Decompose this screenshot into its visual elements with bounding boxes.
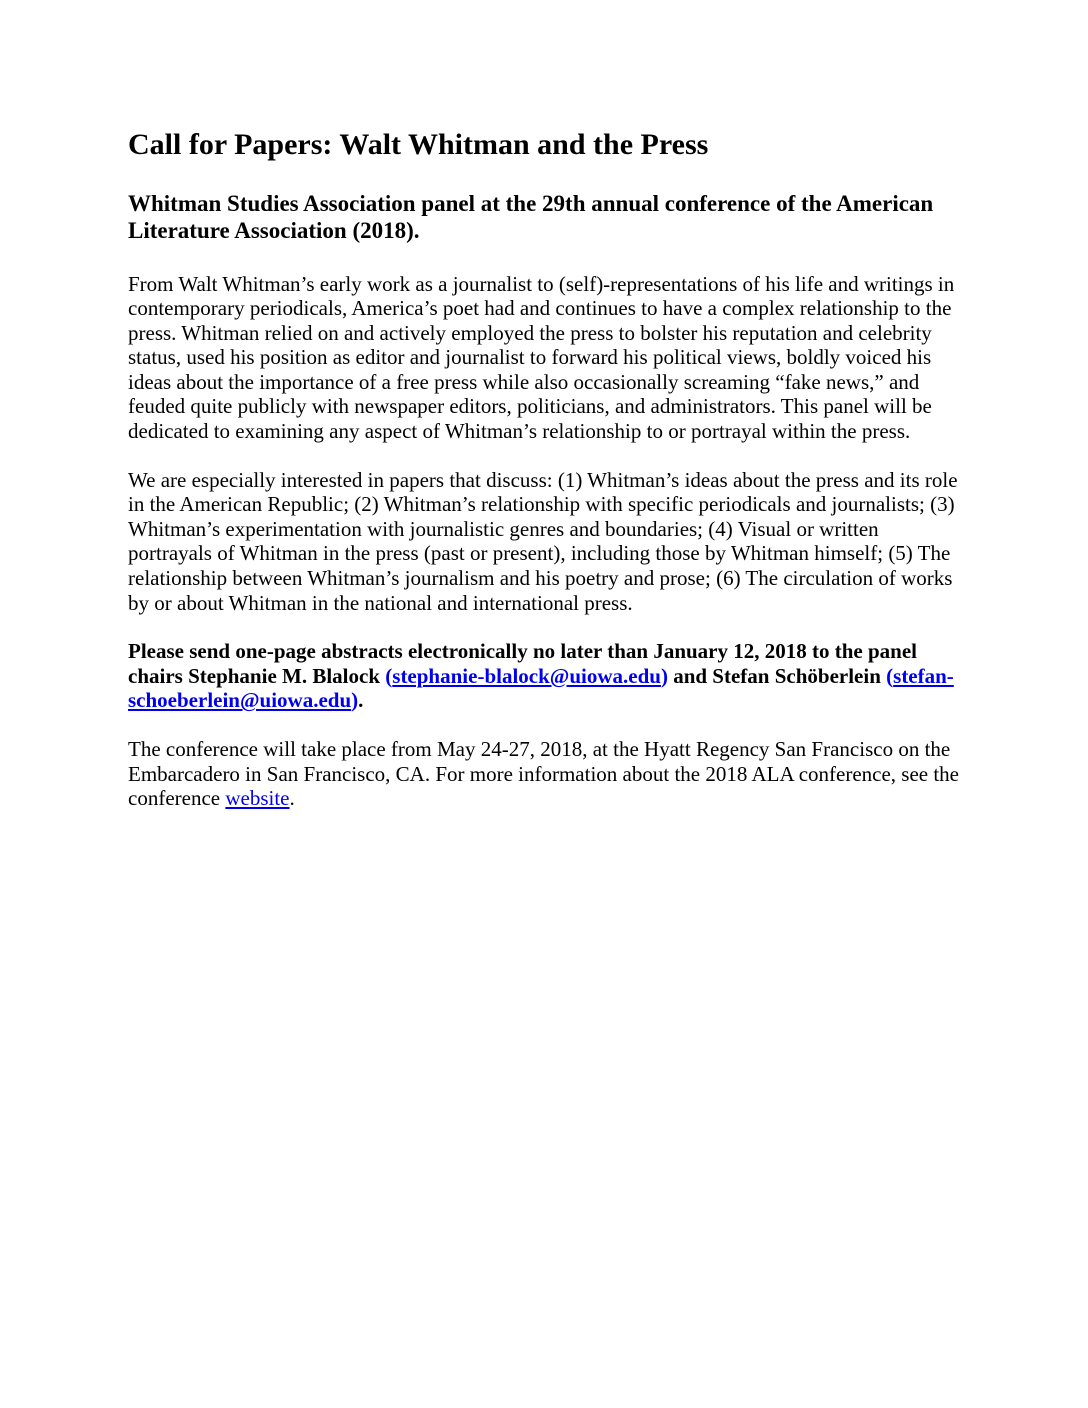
document-content [128, 128, 961, 835]
close-paren-blalock: ) [660, 663, 668, 688]
submission-text-period: . [358, 688, 364, 713]
intro-paragraph: From Walt Whitman’s early work as a journalist to (self)-representations of his life and writings in contemporary periodicals, America’s poet had and continues to have a complex relationship to the press. Whitman relied on and actively employed the press to bolster his reputation and celebrity status, used his position as editor and journalist to forward his political views, boldly voiced his ideas about the importance of a free press while also occasionally screaming “fake news,” and feuded quite publicly with newspaper editors, politicians, and administrators. This panel will be dedicated to examining any aspect of Whitman’s relationship to or portrayal within the press. [128, 271, 955, 444]
conference-paragraph [128, 737, 961, 811]
topics-paragraph: We are especially interested in papers that discuss: (1) Whitman’s ideas about the press and its role in the American Republic; (2) Whitman’s relationship with specific periodicals and journalists; (3) Whitman’s experimentation with journalistic genres and boundaries; (4) Visual or written portrayals of Whitman in the press (past or present), including those by Whitman himself; (5) The relationship between Whitman’s journalism and his poetry and prose; (6) The circulation of works by or about Whitman in the national and international press. [128, 467, 958, 615]
conference-text-period: . [289, 786, 295, 811]
open-paren-schoeberlein: ( [886, 663, 894, 688]
email-link-blalock[interactable]: stephanie-blalock@uiowa.edu [392, 663, 661, 688]
close-paren-schoeberlein: ) [351, 688, 359, 713]
conference-text-lead: The conference will take place from May 24-27, 2018, at the Hyatt Regency San Francisco on the Embarcadero in San Francisco, CA. For more information about the 2018 ALA conference, see the conference [128, 737, 960, 811]
page-title: Call for Papers: Walt Whitman and the Press [128, 128, 709, 161]
submission-text-lead: Please send one-page abstracts electronically no later than January 12, 2018 to the panel chairs Stephanie M. Blalock [128, 639, 918, 688]
subtitle: Whitman Studies Association panel at the 29th annual conference of the American Literature Association (2018). [128, 190, 934, 243]
website-link[interactable]: website [225, 786, 290, 811]
submission-text-middle: and Stefan Schöberlein [667, 663, 887, 688]
email-link-schoeberlein[interactable]: stefan-schoeberlein@uiowa.edu [128, 663, 954, 713]
submission-paragraph [128, 639, 961, 713]
open-paren-blalock: ( [385, 663, 393, 688]
